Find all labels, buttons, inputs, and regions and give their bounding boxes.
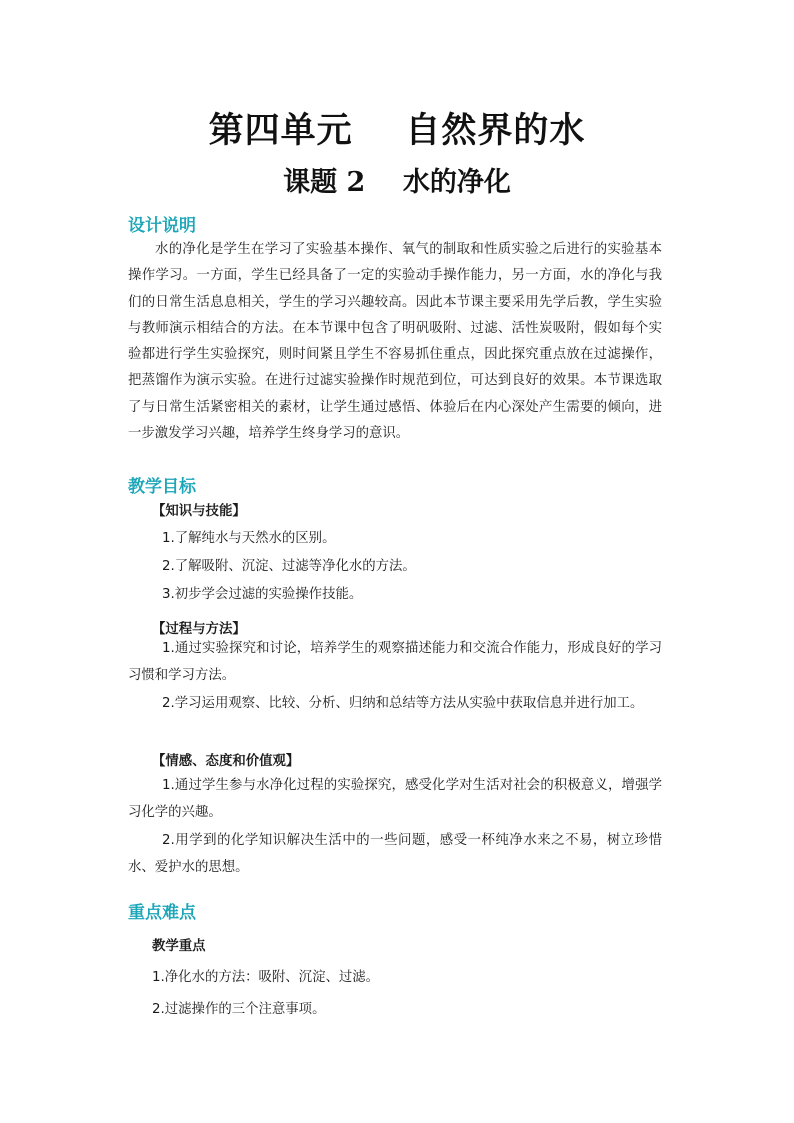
knowledge-item-1: 1.了解纯水与天然水的区别。 bbox=[162, 531, 336, 546]
focus-item-1: 1.净化水的方法：吸附、沉淀、过滤。 bbox=[152, 970, 380, 985]
lesson-title: 课题 2 水的净化 bbox=[283, 167, 511, 198]
process-methods-label: 【过程与方法】 bbox=[152, 622, 246, 637]
key-points-heading: 重点难点 bbox=[128, 903, 196, 923]
teaching-focus-label: 教学重点 bbox=[152, 939, 206, 954]
design-paragraph: 水的净化是学生在学习了实验基本操作、氧气的制取和性质实验之后进行的实验基本操作学习。一方面，学生已经具备了一定的实验动手操作能力，另一方面，水的净化与我们的日常生活息息相关，学生的学习兴趣较高。因此本节课主要采用先学后教，学生实验与教师演示相结合的方法。在本节课中包含了明矾吸附、过滤、活性炭吸附，假如每个实验都进行学生实验探究，则时间紧且学生不容易抓住重点，因此探究重点放在过滤操作，把蒸馏作为演示实验。在进行过滤实验操作时规范到位，可达到良好的效果。本节课选取了与日常生活紧密相关的素材，让学生通过感悟、体验后在内心深处产生需要的倾向，进一步激发学习兴趣，培养学生终身学习的意识。 bbox=[128, 242, 662, 442]
process-item-1: 1.通过实验探究和讨论，培养学生的观察描述能力和交流合作能力，形成良好的学习习惯和学习方法。 bbox=[128, 641, 662, 683]
knowledge-item-3: 3.初步学会过滤的实验操作技能。 bbox=[162, 587, 363, 602]
attitude-item-2: 2.用学到的化学知识解决生活中的一些问题，感受一杯纯净水来之不易，树立珍惜水、爱护水的思想。 bbox=[128, 833, 662, 875]
knowledge-skills-label: 【知识与技能】 bbox=[152, 504, 246, 519]
process-item-2: 2.学习运用观察、比较、分析、归纳和总结等方法从实验中获取信息并进行加工。 bbox=[162, 696, 644, 711]
focus-item-2: 2.过滤操作的三个注意事项。 bbox=[152, 1002, 326, 1017]
attitude-values-label: 【情感、态度和价值观】 bbox=[152, 754, 300, 769]
design-heading: 设计说明 bbox=[128, 216, 196, 236]
unit-title: 第四单元 自然界的水 bbox=[208, 110, 586, 151]
objectives-heading: 教学目标 bbox=[128, 477, 196, 497]
knowledge-item-2: 2.了解吸附、沉淀、过滤等净化水的方法。 bbox=[162, 559, 416, 574]
attitude-item-1: 1.通过学生参与水净化过程的实验探究，感受化学对生活对社会的积极意义，增强学习化学的兴趣。 bbox=[128, 778, 662, 820]
